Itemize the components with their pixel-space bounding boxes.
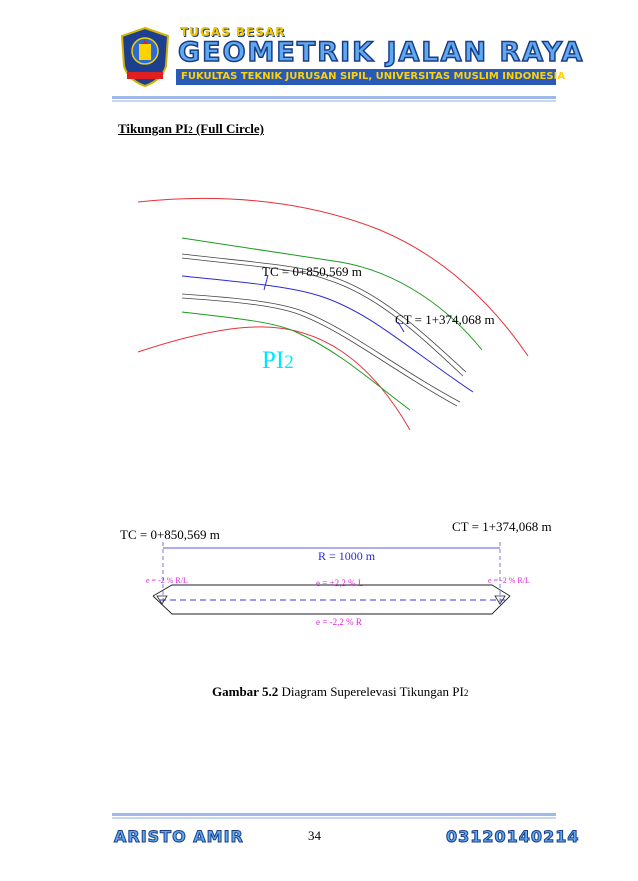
plan-pi-sub: 2 bbox=[284, 352, 294, 373]
section-heading-tail: (Full Circle) bbox=[192, 121, 264, 136]
footer-divider-thin bbox=[112, 817, 556, 819]
e-right-label: e = -2 % R/L bbox=[488, 576, 530, 585]
footer-author-name: ARISTO AMIR bbox=[114, 827, 244, 846]
pavement-section-lower bbox=[153, 596, 510, 614]
e-center-label: e = +2,2 % L bbox=[316, 578, 364, 588]
figure-caption bbox=[212, 684, 468, 700]
header-subtitle: TUGAS BESAR bbox=[180, 25, 286, 39]
e-bottom-label: e = -2,2 % R bbox=[316, 617, 362, 627]
footer-student-id: 03120140214 bbox=[446, 827, 580, 846]
section-heading-main: Tikungan PI bbox=[118, 121, 189, 136]
super-tc-label: TC = 0+850,569 m bbox=[120, 527, 220, 542]
section-heading-sub: 2 bbox=[188, 125, 193, 135]
footer-divider bbox=[112, 813, 556, 816]
e-left-label: e = -2 % R/L bbox=[146, 576, 188, 585]
page-number: 34 bbox=[308, 828, 321, 843]
plan-tc-label: TC = 0+850,569 m bbox=[262, 264, 362, 279]
super-ct-label: CT = 1+374,068 m bbox=[452, 519, 552, 534]
radius-label: R = 1000 m bbox=[318, 549, 376, 563]
plan-ct-label: CT = 1+374,068 m bbox=[395, 312, 495, 327]
plan-pi-main: PI bbox=[262, 347, 285, 374]
header-title: GEOMETRIK JALAN RAYA bbox=[178, 37, 585, 68]
caption-number: Gambar 5.2 bbox=[212, 684, 279, 699]
header-faculty: FUKULTAS TEKNIK JURUSAN SIPIL, UNIVERSITAS MUSLIM INDONESIA bbox=[181, 71, 566, 82]
caption-sub: 2 bbox=[463, 688, 469, 698]
caption-text: Diagram Superelevasi Tikungan PI bbox=[278, 684, 464, 699]
